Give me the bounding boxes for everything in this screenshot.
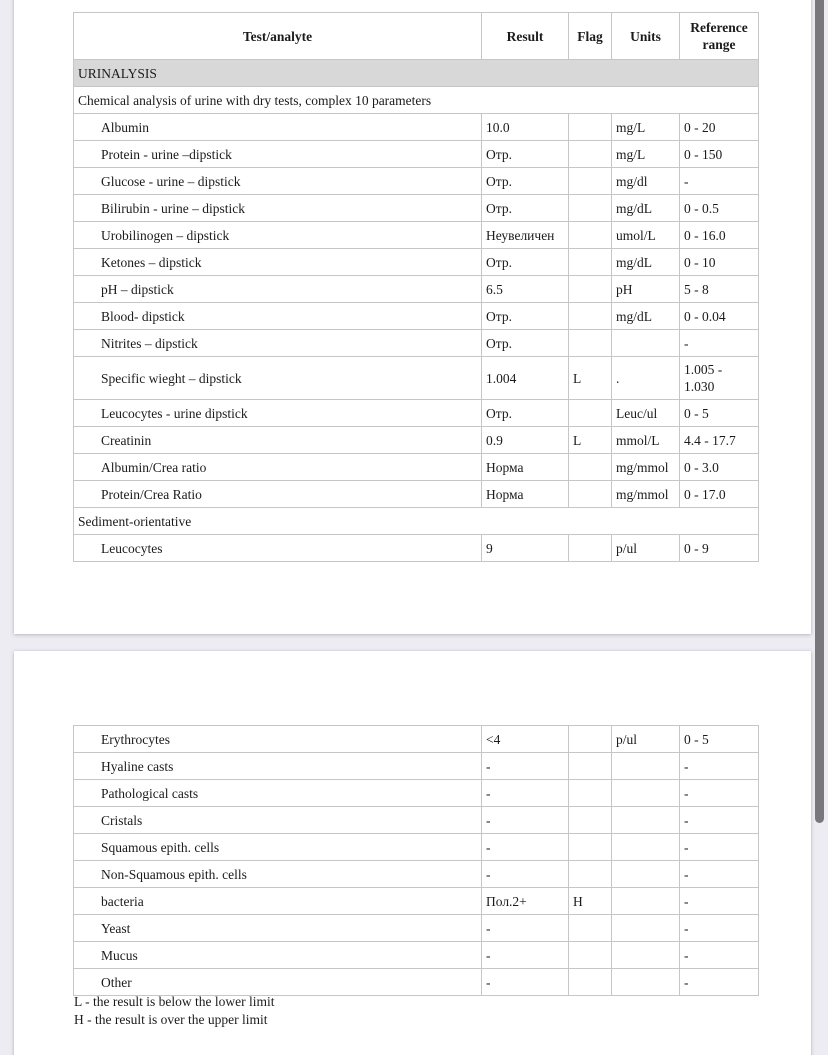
column-header-test-analyte: Test/analyte: [74, 13, 482, 60]
analyte-cell: Blood- dipstick: [74, 303, 482, 330]
analyte-cell: Non-Squamous epith. cells: [74, 861, 482, 888]
table-row: [74, 726, 759, 753]
units-cell: [612, 807, 680, 834]
footnotes: [74, 993, 274, 1029]
column-header-reference-range: Reference range: [680, 13, 759, 60]
reference-range-cell: 0 - 150: [680, 141, 759, 168]
reference-range-cell: 0 - 20: [680, 114, 759, 141]
result-cell: Отр.: [482, 303, 569, 330]
result-cell: Неувеличен: [482, 222, 569, 249]
analyte-cell: Hyaline casts: [74, 753, 482, 780]
table-row: [74, 807, 759, 834]
flag-cell: [569, 861, 612, 888]
section-label: Sediment-orientative: [74, 508, 759, 535]
table-row: [74, 535, 759, 562]
result-cell: -: [482, 861, 569, 888]
units-cell: [612, 780, 680, 807]
flag-cell: [569, 807, 612, 834]
table-row: [74, 330, 759, 357]
reference-range-cell: -: [680, 861, 759, 888]
header-row: [74, 13, 759, 60]
units-cell: mg/mmol: [612, 481, 680, 508]
column-header-units: Units: [612, 13, 680, 60]
reference-range-cell: 0 - 5: [680, 726, 759, 753]
analyte-cell: Pathological casts: [74, 780, 482, 807]
reference-range-cell: 5 - 8: [680, 276, 759, 303]
flag-cell: L: [569, 427, 612, 454]
table-row: [74, 454, 759, 481]
analyte-cell: Glucose - urine – dipstick: [74, 168, 482, 195]
reference-range-cell: 0 - 5: [680, 400, 759, 427]
units-cell: mg/mmol: [612, 454, 680, 481]
units-cell: [612, 861, 680, 888]
table-row: [74, 303, 759, 330]
result-cell: -: [482, 834, 569, 861]
table-row: [74, 888, 759, 915]
table-row: [74, 969, 759, 996]
table-row: [74, 780, 759, 807]
result-cell: -: [482, 915, 569, 942]
analyte-cell: Other: [74, 969, 482, 996]
result-cell: 0.9: [482, 427, 569, 454]
units-cell: mg/dL: [612, 303, 680, 330]
units-cell: [612, 330, 680, 357]
flag-cell: [569, 303, 612, 330]
reference-range-cell: -: [680, 834, 759, 861]
table-row: [74, 357, 759, 400]
reference-range-cell: -: [680, 168, 759, 195]
flag-cell: [569, 726, 612, 753]
reference-range-cell: -: [680, 942, 759, 969]
units-cell: [612, 969, 680, 996]
result-cell: -: [482, 753, 569, 780]
result-cell: -: [482, 969, 569, 996]
units-cell: [612, 753, 680, 780]
table-row: [74, 114, 759, 141]
flag-cell: [569, 969, 612, 996]
section-row: [74, 60, 759, 87]
flag-cell: L: [569, 357, 612, 400]
reference-range-cell: -: [680, 780, 759, 807]
results-table-page-1: [73, 12, 759, 562]
column-header-result: Result: [482, 13, 569, 60]
table-row: [74, 249, 759, 276]
table-row: [74, 141, 759, 168]
flag-cell: [569, 400, 612, 427]
section-label: Chemical analysis of urine with dry tests, complex 10 parameters: [74, 87, 759, 114]
flag-cell: [569, 915, 612, 942]
flag-cell: [569, 276, 612, 303]
vertical-scrollbar-thumb[interactable]: [815, 0, 824, 823]
table-row: [74, 276, 759, 303]
flag-cell: [569, 141, 612, 168]
analyte-cell: Albumin/Crea ratio: [74, 454, 482, 481]
result-cell: <4: [482, 726, 569, 753]
reference-range-cell: -: [680, 753, 759, 780]
analyte-cell: Bilirubin - urine – dipstick: [74, 195, 482, 222]
analyte-cell: Squamous epith. cells: [74, 834, 482, 861]
footnote-line: L - the result is below the lower limit: [74, 994, 275, 1009]
reference-range-cell: 0 - 16.0: [680, 222, 759, 249]
units-cell: pH: [612, 276, 680, 303]
table-row: [74, 195, 759, 222]
table-row: [74, 481, 759, 508]
analyte-cell: Nitrites – dipstick: [74, 330, 482, 357]
units-cell: [612, 888, 680, 915]
reference-range-cell: -: [680, 330, 759, 357]
table-row: [74, 753, 759, 780]
flag-cell: [569, 753, 612, 780]
units-cell: [612, 942, 680, 969]
result-cell: -: [482, 807, 569, 834]
reference-range-cell: 0 - 3.0: [680, 454, 759, 481]
flag-cell: [569, 780, 612, 807]
section-row: [74, 87, 759, 114]
result-cell: Норма: [482, 454, 569, 481]
reference-range-cell: -: [680, 969, 759, 996]
result-cell: -: [482, 942, 569, 969]
analyte-cell: Leucocytes - urine dipstick: [74, 400, 482, 427]
flag-cell: [569, 222, 612, 249]
result-cell: Норма: [482, 481, 569, 508]
analyte-cell: Specific wieght – dipstick: [74, 357, 482, 400]
result-cell: Отр.: [482, 141, 569, 168]
flag-cell: [569, 168, 612, 195]
flag-cell: [569, 942, 612, 969]
units-cell: mg/dL: [612, 195, 680, 222]
document-page-2: [14, 651, 811, 1055]
flag-cell: [569, 834, 612, 861]
reference-range-cell: 0 - 0.5: [680, 195, 759, 222]
document-page-1: [14, 0, 811, 634]
table-row: [74, 427, 759, 454]
result-cell: Отр.: [482, 168, 569, 195]
analyte-cell: Protein - urine –dipstick: [74, 141, 482, 168]
analyte-cell: Leucocytes: [74, 535, 482, 562]
analyte-cell: Mucus: [74, 942, 482, 969]
analyte-cell: Urobilinogen – dipstick: [74, 222, 482, 249]
table-header: [74, 13, 759, 60]
flag-cell: [569, 249, 612, 276]
table-row: [74, 222, 759, 249]
table-row: [74, 915, 759, 942]
table-row: [74, 834, 759, 861]
analyte-cell: pH – dipstick: [74, 276, 482, 303]
flag-cell: H: [569, 888, 612, 915]
reference-range-cell: 1.005 - 1.030: [680, 357, 759, 400]
page2-tbody: [74, 726, 759, 996]
units-cell: p/ul: [612, 726, 680, 753]
result-cell: Пол.2+: [482, 888, 569, 915]
result-cell: 1.004: [482, 357, 569, 400]
page1-tbody: [74, 60, 759, 562]
analyte-cell: Erythrocytes: [74, 726, 482, 753]
result-cell: Отр.: [482, 249, 569, 276]
units-cell: [612, 834, 680, 861]
table-row: [74, 942, 759, 969]
units-cell: mg/dL: [612, 249, 680, 276]
analyte-cell: Ketones – dipstick: [74, 249, 482, 276]
flag-cell: [569, 481, 612, 508]
units-cell: .: [612, 357, 680, 400]
analyte-cell: Creatinin: [74, 427, 482, 454]
footnote-line: H - the result is over the upper limit: [74, 1012, 268, 1027]
result-cell: Отр.: [482, 400, 569, 427]
units-cell: mg/dl: [612, 168, 680, 195]
flag-cell: [569, 535, 612, 562]
analyte-cell: Albumin: [74, 114, 482, 141]
reference-range-cell: -: [680, 807, 759, 834]
units-cell: Leuc/ul: [612, 400, 680, 427]
result-cell: 10.0: [482, 114, 569, 141]
section-label: URINALYSIS: [74, 60, 759, 87]
reference-range-cell: 0 - 17.0: [680, 481, 759, 508]
reference-range-cell: 0 - 9: [680, 535, 759, 562]
flag-cell: [569, 114, 612, 141]
reference-range-cell: 0 - 10: [680, 249, 759, 276]
units-cell: p/ul: [612, 535, 680, 562]
column-header-flag: Flag: [569, 13, 612, 60]
result-cell: 9: [482, 535, 569, 562]
reference-range-cell: 4.4 - 17.7: [680, 427, 759, 454]
results-table-page-2: [73, 725, 759, 996]
analyte-cell: Yeast: [74, 915, 482, 942]
units-cell: [612, 915, 680, 942]
flag-cell: [569, 195, 612, 222]
section-row: [74, 508, 759, 535]
units-cell: mmol/L: [612, 427, 680, 454]
table-row: [74, 168, 759, 195]
flag-cell: [569, 330, 612, 357]
units-cell: mg/L: [612, 141, 680, 168]
result-cell: -: [482, 780, 569, 807]
result-cell: Отр.: [482, 195, 569, 222]
units-cell: mg/L: [612, 114, 680, 141]
reference-range-cell: -: [680, 888, 759, 915]
result-cell: 6.5: [482, 276, 569, 303]
units-cell: umol/L: [612, 222, 680, 249]
analyte-cell: Protein/Crea Ratio: [74, 481, 482, 508]
reference-range-cell: -: [680, 915, 759, 942]
analyte-cell: bacteria: [74, 888, 482, 915]
flag-cell: [569, 454, 612, 481]
reference-range-cell: 0 - 0.04: [680, 303, 759, 330]
analyte-cell: Cristals: [74, 807, 482, 834]
table-row: [74, 400, 759, 427]
table-row: [74, 861, 759, 888]
result-cell: Отр.: [482, 330, 569, 357]
